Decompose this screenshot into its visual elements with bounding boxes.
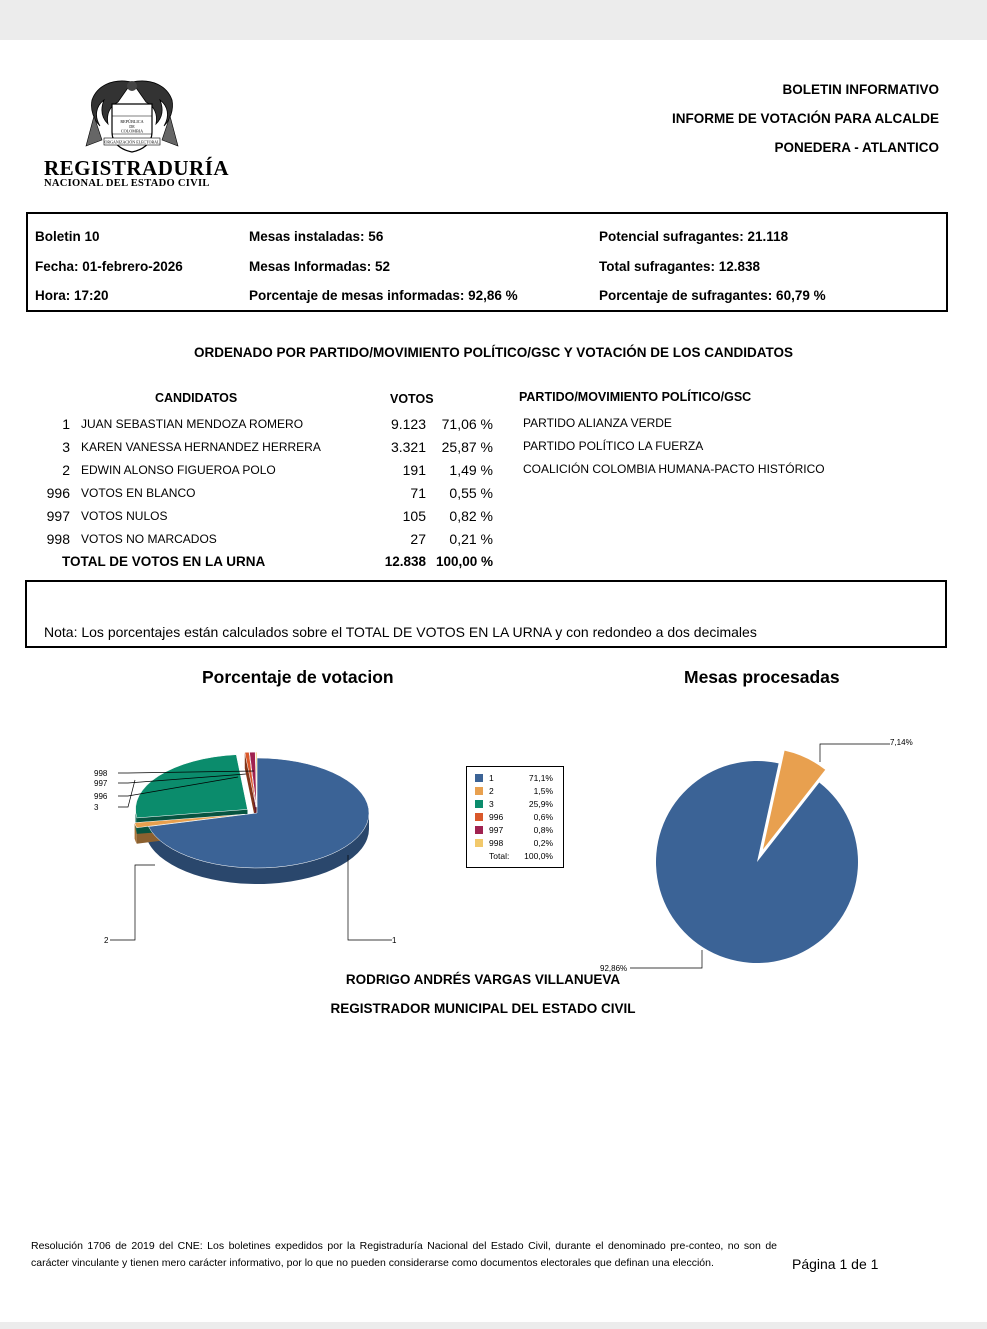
candidate-pct: 25,87 % <box>441 439 493 455</box>
slice-label: 3 <box>94 803 99 812</box>
candidate-name: VOTOS NULOS <box>81 509 168 523</box>
vote-chart-title: Porcentaje de votacion <box>202 667 394 687</box>
legend-item <box>467 799 563 809</box>
slice-leader-line <box>820 744 890 762</box>
report-location: PONEDERA - ATLANTICO <box>774 140 939 155</box>
seal-text-line: REPÚBLICA <box>120 119 144 124</box>
slice-label: 1 <box>392 936 397 945</box>
candidate-votes: 9.123 <box>390 416 426 432</box>
seal-text-line: ORGANIZACIÓN ELECTORAL <box>104 139 160 145</box>
table-row <box>0 485 987 505</box>
mesas-chart-title: Mesas procesadas <box>684 667 840 687</box>
registraduria-logo <box>42 76 230 196</box>
candidate-code: 998 <box>46 531 70 547</box>
candidate-pct: 0,21 % <box>449 531 493 547</box>
mesas-instaladas: Mesas instaladas: 56 <box>249 229 384 244</box>
candidate-code: 2 <box>62 462 70 478</box>
legend-value: 0,6% <box>533 812 553 822</box>
header-votos: VOTOS <box>390 392 434 406</box>
legend-value: 0,8% <box>533 825 553 835</box>
mesas-informadas: Mesas Informadas: 52 <box>249 259 391 274</box>
candidate-name: KAREN VANESSA HERNANDEZ HERRERA <box>81 440 321 454</box>
bulletin-time: Hora: 17:20 <box>35 288 109 303</box>
seal-text-line: DE <box>129 124 135 129</box>
legend-label: 2 <box>489 786 494 796</box>
porcentaje-mesas: Porcentaje de mesas informadas: 92,86 % <box>249 288 518 303</box>
candidate-party: COALICIÓN COLOMBIA HUMANA-PACTO HISTÓRICO <box>523 462 825 476</box>
legend-swatch <box>475 826 483 834</box>
legend-total <box>467 851 563 861</box>
slice-leader-line <box>630 950 702 968</box>
legend-label: 996 <box>489 812 504 822</box>
slice-label: 998 <box>94 769 108 778</box>
candidate-code: 996 <box>46 485 70 501</box>
legend-label: 3 <box>489 799 494 809</box>
note-box <box>25 580 947 648</box>
table-row <box>0 462 987 482</box>
mesas-slice-procesadas <box>656 761 858 963</box>
candidate-code: 3 <box>62 439 70 455</box>
bulletin-date: Fecha: 01-febrero-2026 <box>35 259 183 274</box>
candidate-party: PARTIDO POLÍTICO LA FUERZA <box>523 439 704 453</box>
slice-label: 997 <box>94 779 108 788</box>
legend-swatch <box>475 800 483 808</box>
legend-value: 25,9% <box>528 799 553 809</box>
legend-swatch <box>475 813 483 821</box>
legend-total-label: Total: <box>489 851 510 861</box>
legend-label: 998 <box>489 838 504 848</box>
table-row <box>0 439 987 459</box>
candidate-name: JUAN SEBASTIAN MENDOZA ROMERO <box>81 417 304 431</box>
note-text: Nota: Los porcentajes están calculados sobre el TOTAL DE VOTOS EN LA URNA y con redondeo a dos decimales <box>44 624 757 640</box>
candidate-name: EDWIN ALONSO FIGUEROA POLO <box>81 463 276 477</box>
table-row <box>0 416 987 436</box>
candidate-name: VOTOS NO MARCADOS <box>81 532 217 546</box>
coat-of-arms-icon <box>42 76 222 158</box>
legend-swatch <box>475 774 483 782</box>
total-label: TOTAL DE VOTOS EN LA URNA <box>62 554 266 569</box>
total-votes: 12.838 <box>384 554 426 569</box>
table-row <box>0 531 987 551</box>
legend-value: 1,5% <box>533 786 553 796</box>
slice-leader-line <box>118 780 135 807</box>
mesas-pie-chart <box>590 690 930 973</box>
candidate-name: VOTOS EN BLANCO <box>81 486 196 500</box>
legend-label: 997 <box>489 825 504 835</box>
section-title: ORDENADO POR PARTIDO/MOVIMIENTO POLÍTICO/GSC Y VOTACIÓN DE LOS CANDIDATOS <box>193 345 794 360</box>
header-candidatos: CANDIDATOS <box>155 391 238 405</box>
legend-total-value: 100,0% <box>524 851 553 861</box>
seal-text-line: COLOMBIA <box>120 128 144 134</box>
porcentaje-sufragantes: Porcentaje de sufragantes: 60,79 % <box>599 288 826 303</box>
legend-item <box>467 812 563 822</box>
bulletin-info-box <box>26 212 948 312</box>
legend-swatch <box>475 839 483 847</box>
slice-label: 2 <box>104 936 109 945</box>
candidate-pct: 0,82 % <box>449 508 493 524</box>
logo-subtitle: NACIONAL DEL ESTADO CIVIL <box>44 178 210 189</box>
total-pct: 100,00 % <box>435 554 493 569</box>
table-row <box>0 508 987 528</box>
slice-label: 996 <box>94 792 108 801</box>
candidate-code: 997 <box>46 508 70 524</box>
logo-name: REGISTRADURÍA <box>44 156 230 180</box>
page-number: Página 1 de 1 <box>792 1256 879 1272</box>
total-sufragantes: Total sufragantes: 12.838 <box>599 259 761 274</box>
candidate-pct: 1,49 % <box>449 462 493 478</box>
registrar-role: REGISTRADOR MUNICIPAL DEL ESTADO CIVIL <box>330 1001 636 1016</box>
candidate-votes: 71 <box>410 485 426 501</box>
potencial-sufragantes: Potencial sufragantes: 21.118 <box>599 229 789 244</box>
candidate-votes: 27 <box>410 531 426 547</box>
slice-label: 7,14% <box>890 738 913 747</box>
candidate-votes: 191 <box>402 462 426 478</box>
pie-slice-3 <box>136 755 248 818</box>
vote-legend <box>466 766 564 868</box>
legend-item <box>467 838 563 848</box>
slice-leader-line <box>110 865 155 940</box>
candidate-votes: 105 <box>402 508 426 524</box>
table-total-row <box>0 554 987 574</box>
legal-disclaimer: Resolución 1706 de 2019 del CNE: Los boletines expedidos por la Registraduría Nacional del Estado Civil, durante el denominado pre-conteo, no son de carácter vinculante y tienen mero carácter informativo, por lo que no pueden considerarse como documentos electorales que definan una elección. <box>31 1240 777 1269</box>
vote-pie-chart <box>80 705 397 945</box>
candidate-pct: 0,55 % <box>449 485 493 501</box>
candidate-votes: 3.321 <box>390 439 426 455</box>
report-subtitle: INFORME DE VOTACIÓN PARA ALCALDE <box>672 111 939 126</box>
legend-item <box>467 786 563 796</box>
legend-item <box>467 825 563 835</box>
header-partido: PARTIDO/MOVIMIENTO POLÍTICO/GSC <box>519 390 752 404</box>
bulletin-number: Boletin 10 <box>35 229 100 244</box>
candidate-party: PARTIDO ALIANZA VERDE <box>523 416 672 430</box>
legend-value: 71,1% <box>528 773 553 783</box>
legend-swatch <box>475 787 483 795</box>
registrar-name: RODRIGO ANDRÉS VARGAS VILLANUEVA <box>345 972 621 987</box>
slice-label: 92,86% <box>600 964 628 973</box>
candidate-code: 1 <box>62 416 70 432</box>
legend-label: 1 <box>489 773 494 783</box>
candidate-pct: 71,06 % <box>441 416 493 432</box>
report-page <box>0 40 987 1322</box>
slice-leader-line <box>348 855 392 940</box>
legend-item <box>467 773 563 783</box>
report-title: BOLETIN INFORMATIVO <box>782 82 939 97</box>
legend-value: 0,2% <box>533 838 553 848</box>
